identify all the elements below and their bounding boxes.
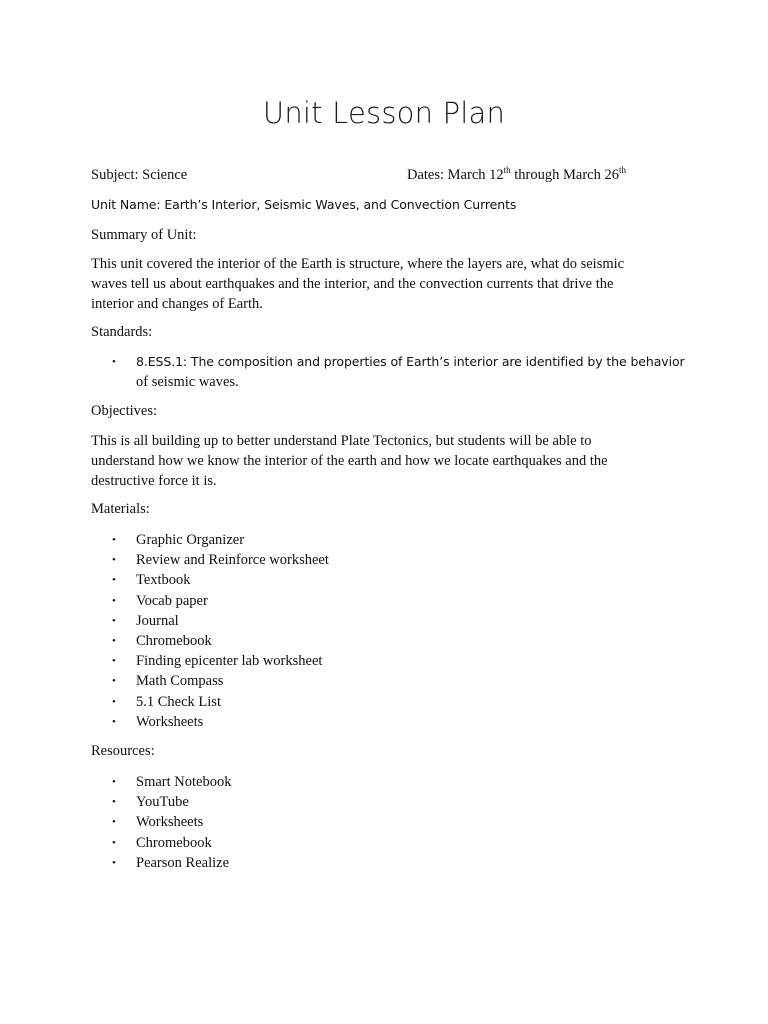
bullet-icon: •: [112, 554, 116, 567]
list-item: [91, 570, 329, 590]
list-item: [91, 853, 231, 873]
resource-item: Smart Notebook: [136, 774, 232, 790]
list-item: [91, 833, 231, 853]
material-item: Finding epicenter lab worksheet: [136, 653, 323, 670]
summary-paragraph: [91, 254, 651, 314]
material-item: Review and Reinforce worksheet: [136, 552, 329, 569]
list-item: [91, 591, 329, 611]
list-item: [91, 530, 329, 550]
list-item: [91, 671, 329, 691]
summary-line: interior and changes of Earth.: [91, 296, 263, 312]
standard-text-line-2: of seismic waves.: [136, 374, 239, 390]
summary-line: This unit covered the interior of the Earth is structure, where the layers are, what do seismic: [91, 256, 625, 272]
dates-prefix: Dates: March 12: [407, 167, 504, 183]
summary-line: waves tell us about earthquakes and the interior, and the convection currents that drive the: [91, 276, 614, 292]
standard-text-line-1: 8.ESS.1: The composition and properties of Earth’s interior are identified by the behavior: [136, 354, 685, 369]
list-item: [91, 550, 329, 570]
bullet-icon: •: [112, 356, 116, 368]
material-item: Chromebook: [136, 633, 212, 650]
bullet-icon: •: [112, 675, 116, 688]
material-item: Graphic Organizer: [136, 532, 245, 548]
bullet-icon: •: [112, 614, 116, 627]
objectives-line: understand how we know the interior of the earth and how we locate earthquakes and the: [91, 453, 608, 469]
material-item: 5.1 Check List: [136, 693, 221, 710]
objectives-paragraph: [91, 431, 651, 491]
list-item: [91, 772, 231, 792]
bullet-icon: •: [112, 856, 116, 869]
bullet-icon: •: [112, 574, 116, 587]
list-item: [91, 692, 329, 712]
bullet-icon: •: [112, 776, 116, 788]
materials-list: [91, 530, 329, 732]
bullet-icon: •: [112, 534, 116, 546]
bullet-icon: •: [112, 695, 116, 708]
list-item: [91, 631, 329, 651]
bullet-icon: •: [112, 635, 116, 648]
bullet-icon: •: [112, 836, 116, 849]
bullet-icon: •: [112, 594, 116, 607]
list-item: [91, 611, 329, 631]
dates-sup-1: th: [503, 165, 511, 175]
resource-item: YouTube: [136, 794, 189, 811]
objectives-heading: Objectives:: [91, 403, 158, 419]
list-item: [91, 812, 231, 832]
bullet-icon: •: [112, 715, 116, 728]
list-item: [91, 792, 231, 812]
list-item: [91, 712, 329, 732]
material-item: Vocab paper: [136, 592, 208, 609]
dates-sup-2: th: [618, 165, 626, 175]
dates-line: [407, 165, 626, 185]
resource-item: Pearson Realize: [136, 854, 230, 871]
material-item: Journal: [136, 612, 179, 629]
resource-item: Chromebook: [136, 834, 212, 851]
bullet-icon: •: [112, 655, 116, 668]
summary-heading: Summary of Unit:: [91, 227, 197, 243]
objectives-line: This is all building up to better understand Plate Tectonics, but students will be able to: [91, 433, 592, 449]
standards-heading: Standards:: [91, 324, 153, 340]
unit-name-line: Unit Name: Earth’s Interior, Seismic Waves, and Convection Currents: [91, 197, 517, 212]
materials-heading: Materials:: [91, 501, 150, 517]
resource-item: Worksheets: [136, 814, 204, 831]
resources-list: [91, 772, 231, 873]
bullet-icon: •: [112, 816, 116, 829]
material-item: Worksheets: [136, 713, 204, 730]
material-item: Math Compass: [136, 673, 224, 690]
material-item: Textbook: [136, 572, 191, 589]
resources-heading: Resources:: [91, 743, 155, 759]
dates-middle: through March 26: [510, 167, 619, 183]
objectives-line: destructive force it is.: [91, 473, 217, 489]
bullet-icon: •: [112, 796, 116, 809]
page-title: Unit Lesson Plan: [262, 96, 506, 130]
list-item: [91, 651, 329, 671]
subject-line: Subject: Science: [91, 167, 188, 183]
